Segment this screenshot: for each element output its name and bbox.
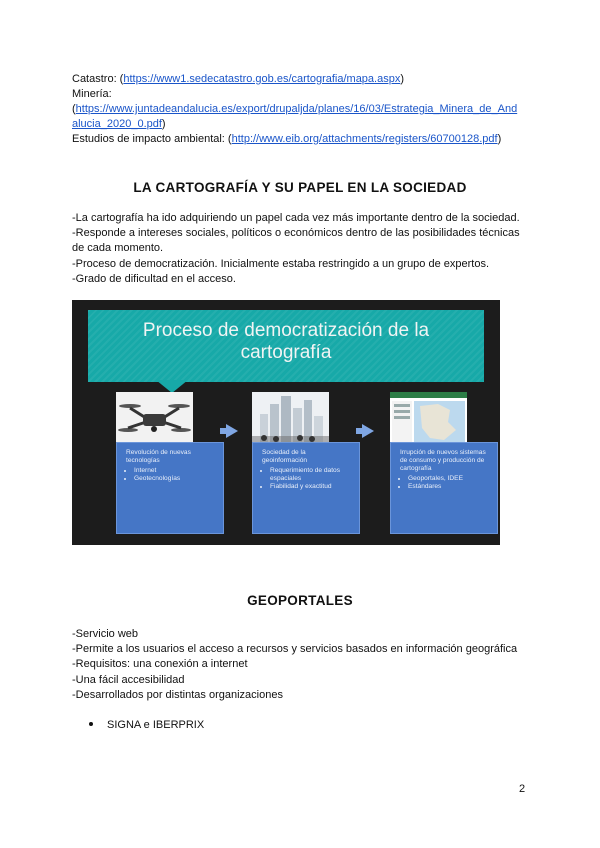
ref-catastro [72,72,532,87]
section-title-geoportales: GEOPORTALES [247,593,353,608]
section1-line: -Proceso de democratización. Inicialmente estaba restringido a un grupo de expertos. [72,258,490,270]
box-title: Sociedad de la geoinformación [262,449,308,464]
slide-box-tecnologias [116,442,224,534]
box-title: Irrupción de nuevos sistemas de consumo y producción de cartografía [400,449,486,472]
box-title: Revolución de nuevas tecnologías [126,449,191,464]
box-bullet: • Requerimiento de datos espaciales [270,467,351,483]
section2-line: -Servicio web [72,628,139,640]
ref-suffix: ) [497,133,502,145]
list-item [89,718,204,732]
slide-banner [88,310,484,382]
section2-line: -Desarrollados por distintas organizaciones [72,689,283,701]
ref-impacto [72,132,532,147]
section2-line: -Requisitos: una conexión a internet [72,658,248,670]
ref-suffix: ) [161,118,166,131]
slide-title-line: Proceso de democratización de la [142,320,430,341]
list-item-label: SIGNA e IBERPRIX [107,719,205,731]
section1-line: -La cartografía ha ido adquiriendo un papel cada vez más importante dentro de la sociedad. [72,212,520,224]
box-bullet: • Estándares [408,483,489,491]
slide-title-line: cartografía [240,342,332,363]
ref-label: Estudios de impacto ambiental: ( [72,133,232,145]
catastro-link[interactable]: https://www1.sedecatastro.gob.es/cartografia/mapa.aspx [123,73,401,85]
slide-box-geoinformacion [252,442,360,534]
drone-photo [116,392,193,448]
section1-line: de cada momento. [72,242,164,254]
slide-image [72,300,500,545]
ref-mineria-label: Minería: [72,88,112,100]
city-photo [252,392,329,448]
map-photo [390,392,467,448]
bullet-dot-icon [89,722,93,726]
ref-mineria [72,102,532,132]
slide-box-consumo [390,442,498,534]
section1-line: -Grado de dificultad en el acceso. [72,273,236,285]
mineria-link[interactable]: https://www.juntadeandalucia.es/export/drupaljda/planes/16/03/Estrategia_Minera_de_And [75,103,518,115]
section1-line: -Responde a intereses sociales, políticos o económicos dentro de las posibilidades técnicas [72,227,520,239]
box-bullet: • Fiabilidad y exactitud [270,483,351,491]
impacto-link[interactable]: http://www.eib.org/attachments/registers/60700128.pdf [231,133,498,145]
slide-title [88,320,484,364]
section2-line: -Una fácil accesibilidad [72,674,185,686]
ref-prefix: ( [72,103,76,115]
ref-label: Catastro: ( [72,73,124,85]
box-bullet: • Geotecnologías [134,475,215,483]
arrow-right-icon [362,424,374,438]
box-bullet: • Geoportales, IDEE [408,475,489,483]
arrow-right-icon [226,424,238,438]
box-bullet: • Internet [134,467,215,475]
section-title-cartografia: LA CARTOGRAFÍA Y SU PAPEL EN LA SOCIEDAD [133,180,467,195]
ref-suffix: ) [400,73,405,85]
section2-line: -Permite a los usuarios el acceso a recursos y servicios basados en información geográfica [72,643,518,655]
page-number: 2 [519,783,526,795]
mineria-link-cont[interactable]: alucia_2020_0.pdf [72,118,162,131]
